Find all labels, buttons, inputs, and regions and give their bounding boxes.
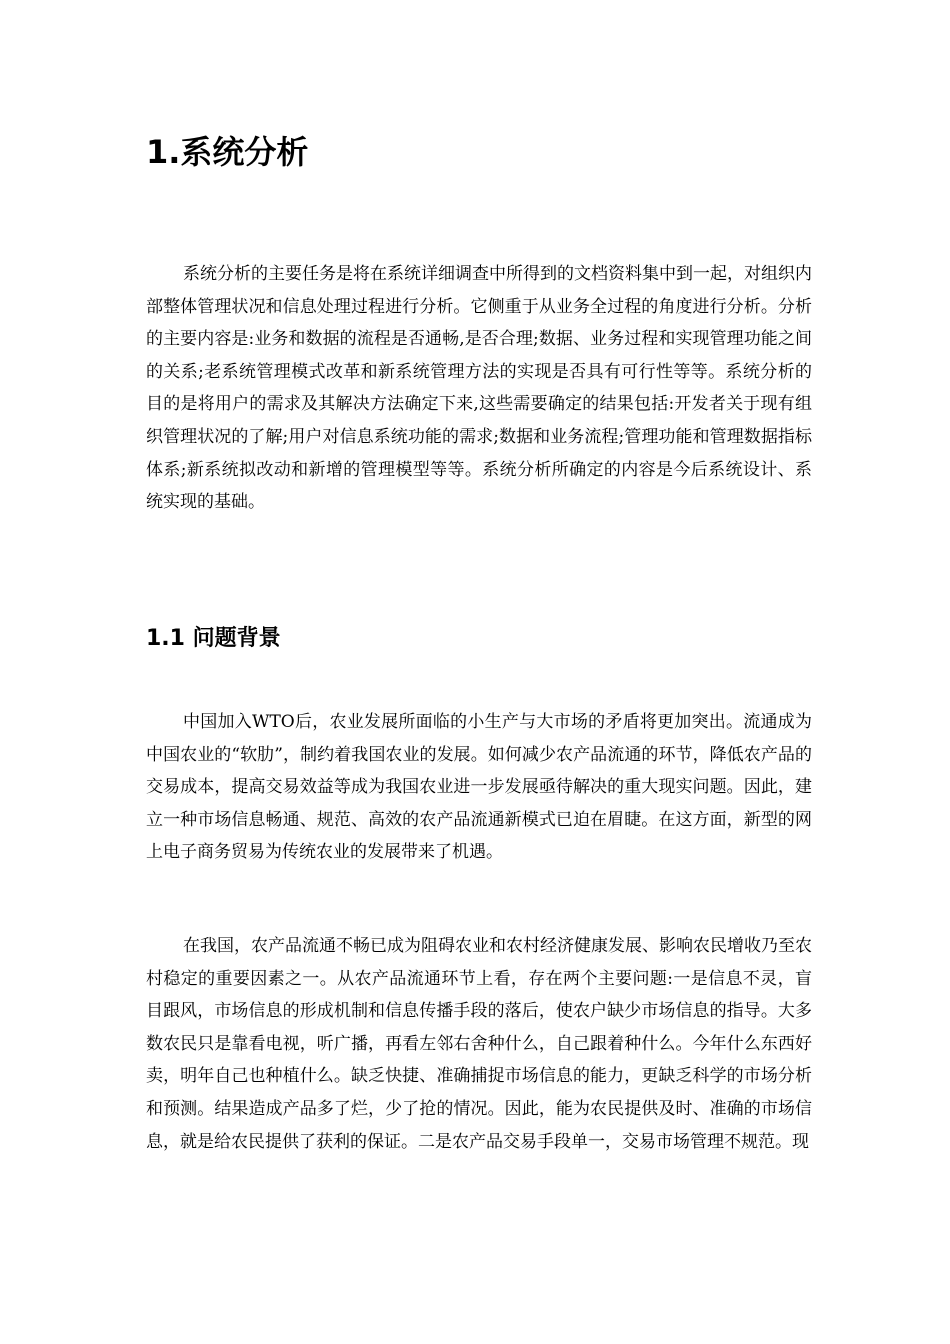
- page-title: 1.系统分析: [146, 133, 309, 171]
- section-heading: 1.1 问题背景: [146, 626, 281, 651]
- intro-paragraph: 系统分析的主要任务是将在系统详细调查中所得到的文档资料集中到一起，对组织内部整体管理状况和信息处理过程进行分析。它侧重于从业务全过程的角度进行分析。分析的主要内容是:业务和数据的流程是否通畅,是否合理;数据、业务过程和实现管理功能之间的关系;老系统管理模式改革和新系统管理方法的实现是否具有可行性等等。系统分析的目的是将用户的需求及其解决方法确定下来,这些需要确定的结果包括:开发者关于现有组织管理状况的了解;用户对信息系统功能的需求;数据和业务流程;管理功能和管理数据指标体系;新系统拟改动和新增的管理模型等等。系统分析所确定的内容是今后系统设计、系统实现的基础。: [146, 264, 812, 513]
- section-paragraph-1: 中国加入WTO后，农业发展所面临的小生产与大市场的矛盾将更加突出。流通成为中国农业的“软肋”，制约着我国农业的发展。如何减少农产品流通的环节，降低农产品的交易成本，提高交易效益等成为我国农业进一步发展亟待解决的重大现实问题。因此，建立一种市场信息畅通、规范、高效的农产品流通新模式已迫在眉睫。在这方面，新型的网上电子商务贸易为传统农业的发展带来了机遇。: [146, 712, 812, 863]
- section-paragraph-2: 在我国，农产品流通不畅已成为阻碍农业和农村经济健康发展、影响农民增收乃至农村稳定的重要因素之一。从农产品流通环节上看，存在两个主要问题:一是信息不灵，盲目跟风，市场信息的形成机制和信息传播手段的落后，使农户缺少市场信息的指导。大多数农民只是靠看电视，听广播，再看左邻右舍种什么，自己跟着种什么。今年什么东西好卖，明年自己也种植什么。缺乏快捷、准确捕捉市场信息的能力，更缺乏科学的市场分析和预测。结果造成产品多了烂，少了抢的情况。因此，能为农民提供及时、准确的市场信息，就是给农民提供了获利的保证。二是农产品交易手段单一，交易市场管理不规范。现: [146, 936, 812, 1152]
